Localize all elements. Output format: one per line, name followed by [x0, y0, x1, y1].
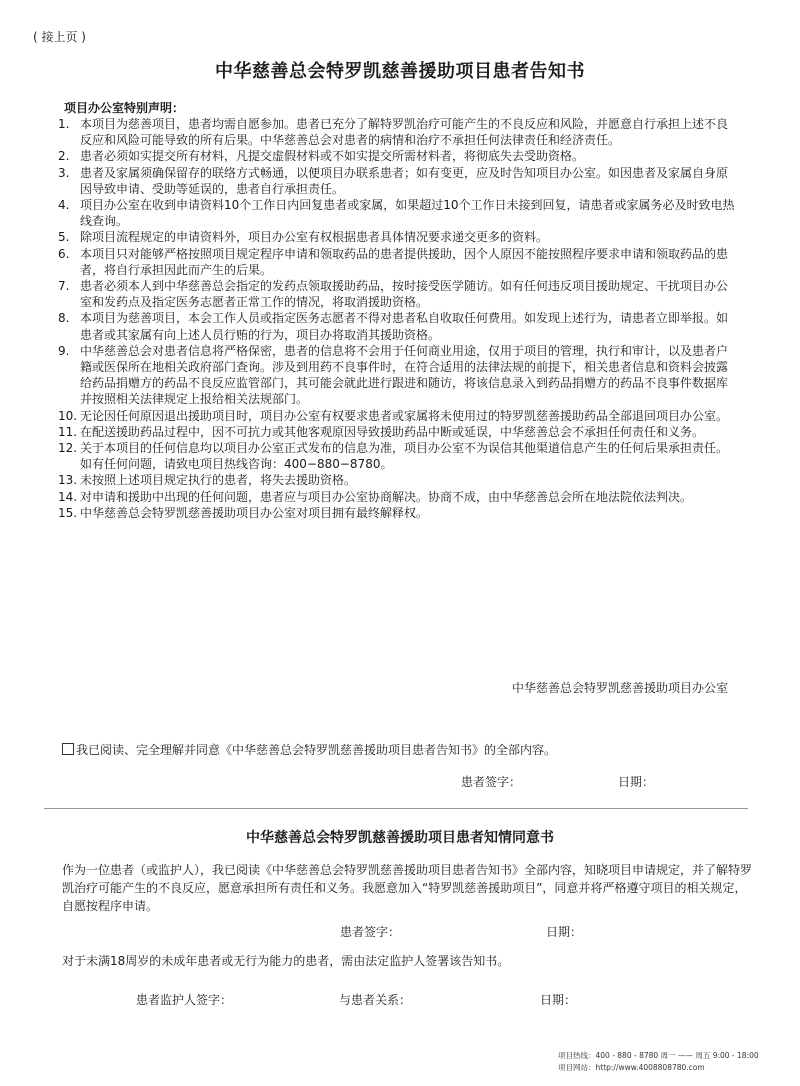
term-text: 本项目只对能够严格按照项目规定程序申请和领取药品的患者提供援助，因个人原因不能按照程序要求申请和领取药品的患者，将自行承担因此而产生的后果。	[80, 246, 729, 277]
term-number: 10.	[58, 408, 78, 423]
date-label: 日期：	[618, 775, 655, 789]
term-number: 7.	[58, 279, 70, 294]
term-text: 在配送援助药品过程中，因不可抗力或其他客观原因导致援助药品中断或延误，中华慈善总会不承担任何责任和义务。	[80, 424, 705, 439]
declaration-heading: 项目办公室特别声明：	[64, 101, 185, 115]
term-text: 中华慈善总会对患者信息将严格保密，患者的信息将不会用于任何商业用途，仅用于项目的管理，执行和审计，以及患者户籍或医保所在地相关政府部门查询。涉及到用药不良事件时，在符合适用的法律法规的前提下，相关患者信息和资料会披露给药品捐赠方的药品不良反应监管部门，其可能会就此进行跟进和随访，将该信息录入到药品捐赠方的药品不良事件数据库并按照相关法律规定上报给相关法规部门。	[80, 343, 729, 407]
agree-checkbox[interactable]	[62, 743, 74, 755]
term-item	[58, 278, 738, 310]
agreement-statement	[62, 741, 556, 758]
term-number: 12.	[58, 441, 78, 456]
term-text: 患者必须如实提交所有材料，凡提交虚假材料或不如实提交所需材料者，将彻底失去受助资格。	[80, 149, 585, 164]
term-text: 患者必须本人到中华慈善总会指定的发药点领取援助药品，按时接受医学随访。如有任何违反项目援助规定、干扰项目办公室和发药点及指定医务志愿者正常工作的情况，将取消援助资格。	[80, 279, 729, 310]
term-item	[58, 197, 738, 229]
term-number: 15.	[58, 505, 78, 520]
notice-title: 中华慈善总会特罗凯慈善援助项目患者告知书	[215, 61, 585, 82]
term-item	[58, 408, 738, 424]
term-text: 患者及家属须确保留存的联络方式畅通，以便项目办联系患者；如有变更，应及时告知项目办公室。如因患者及家属自身原因导致申请、受助等延误的，患者自行承担责任。	[80, 165, 729, 196]
term-number: 14.	[58, 489, 78, 504]
footer-website: 项目网站：http://www.4008808780.com	[558, 1063, 705, 1072]
term-number: 11.	[58, 424, 78, 439]
term-text: 本项目为慈善项目，本会工作人员或指定医务志愿者不得对患者私自收取任何费用。如发现上述行为，请患者立即举报。如患者或其家属有向上述人员行贿的行为，项目办将取消其援助资格。	[80, 311, 729, 342]
term-item	[58, 489, 738, 505]
term-item	[58, 165, 738, 197]
term-number: 9.	[58, 343, 70, 358]
term-item	[58, 472, 738, 488]
term-number: 5.	[58, 230, 70, 245]
term-text: 除项目流程规定的申请资料外，项目办公室有权根据患者具体情况要求递交更多的资料。	[80, 230, 549, 245]
term-item	[58, 246, 738, 278]
term-number: 8.	[58, 311, 70, 326]
office-signature: 中华慈善总会特罗凯慈善援助项目办公室	[511, 681, 728, 695]
term-text: 无论因任何原因退出援助项目时，项目办公室有权要求患者或家属将未使用过的特罗凯慈善援助药品全部退回项目办公室。	[80, 408, 729, 423]
continued-label: ( 接上页 )	[33, 30, 86, 44]
term-text: 关于本项目的任何信息均以项目办公室正式发布的信息为准，项目办公室不为误信其他渠道信息产生的任何后果承担责任。如有任何问题，请致电项目热线咨询：400−880−8780。	[80, 441, 729, 472]
term-item	[58, 310, 738, 342]
term-item	[58, 148, 738, 164]
term-text: 本项目为慈善项目，患者均需自愿参加。患者已充分了解特罗凯治疗可能产生的不良反应和风险，并愿意自行承担上述不良反应和风险可能导致的所有后果。中华慈善总会对患者的病情和治疗不承担任何法律责任和经济责任。	[80, 117, 729, 148]
consent-text: 作为一位患者（或监护人），我已阅读《中华慈善总会特罗凯慈善援助项目患者告知书》全部内容，知晓项目申请规定，并了解特罗凯治疗可能产生的不良反应，愿意承担所有责任和义务。我愿意加入“特罗凯慈善援助项目”，同意并将严格遵守项目的相关规定，自愿按程序申请。	[62, 863, 753, 913]
guardian-sign-label: 患者监护人签字：	[136, 993, 233, 1007]
term-number: 3.	[58, 165, 70, 180]
consent-title: 中华慈善总会特罗凯慈善援助项目患者知情同意书	[246, 830, 554, 846]
term-text: 中华慈善总会特罗凯慈善援助项目办公室对项目拥有最终解释权。	[80, 505, 429, 520]
term-item	[58, 424, 738, 440]
term-item	[58, 229, 738, 245]
term-item	[58, 505, 738, 521]
agreement-text: 我已阅读、完全理解并同意《中华慈善总会特罗凯慈善援助项目患者告知书》的全部内容。	[76, 743, 557, 757]
term-text: 未按照上述项目规定执行的患者，将失去援助资格。	[80, 473, 357, 488]
consent-date-label: 日期：	[546, 925, 583, 939]
footer-hotline: 项目热线：400 - 880 - 8780 周一 —— 周五 9:00 - 18:00	[558, 1051, 759, 1060]
minor-note: 对于未满18周岁的未成年患者或无行为能力的患者，需由法定监护人签署该告知书。	[62, 954, 510, 968]
term-number: 6.	[58, 246, 70, 261]
term-number: 1.	[58, 117, 70, 131]
consent-patient-sign-label: 患者签字：	[340, 925, 401, 939]
term-item	[58, 116, 738, 148]
terms-list	[58, 116, 738, 521]
term-number: 2.	[58, 149, 70, 164]
relation-label: 与患者关系：	[339, 993, 412, 1007]
patient-sign-label: 患者签字：	[461, 775, 522, 789]
term-item	[58, 440, 738, 472]
section-divider	[44, 808, 748, 809]
term-item	[58, 343, 738, 408]
term-number: 4.	[58, 198, 70, 213]
term-number: 13.	[58, 473, 78, 488]
guardian-date-label: 日期：	[540, 993, 577, 1007]
term-text: 项目办公室在收到申请资料10个工作日内回复患者或家属，如果超过10个工作日未接到回复，请患者或家属务必及时致电热线查询。	[80, 198, 735, 229]
term-text: 对申请和援助中出现的任何问题，患者应与项目办公室协商解决。协商不成，由中华慈善总会所在地法院依法判决。	[80, 489, 693, 504]
